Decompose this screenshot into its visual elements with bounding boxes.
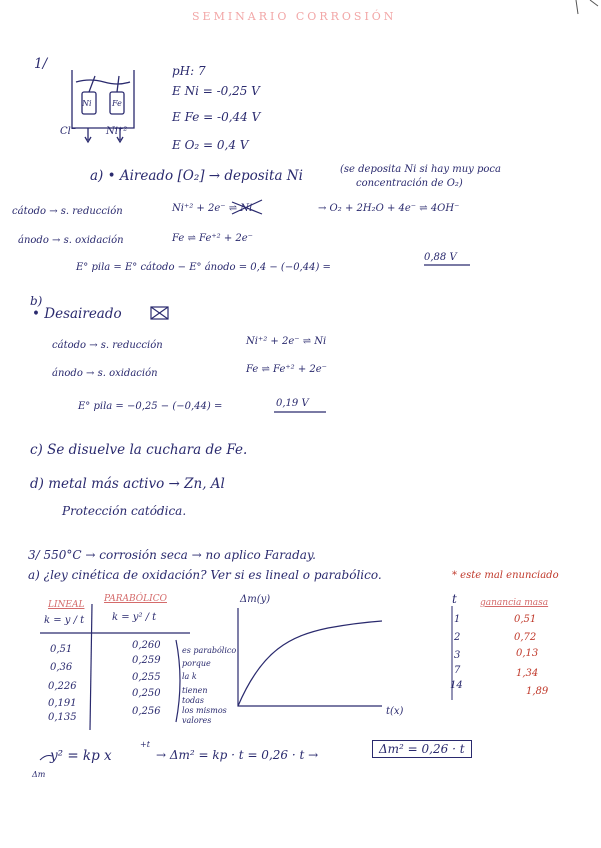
t-value: 1: [454, 614, 461, 625]
cathode-equation-b: Ni⁺² + 2e⁻ ⇌ Ni: [246, 336, 327, 347]
table-note: es parabólico: [182, 646, 237, 655]
parabolic-formula: k = y² / t: [112, 612, 157, 623]
gain-value: 0,51: [514, 614, 537, 625]
corner-mark: [576, 0, 578, 14]
graph-x-label: t(x): [386, 706, 404, 717]
part-a-note-1: (se deposita Ni si hay muy poca: [340, 164, 501, 175]
table-note: porque: [182, 659, 211, 668]
linear-value: 0,191: [48, 698, 77, 709]
cathode-label: cátodo → s. reducción: [12, 206, 123, 217]
strike-mark: [151, 307, 168, 319]
t-value: 14: [450, 680, 463, 691]
part-d-text: d) metal más activo → Zn, Al: [30, 476, 225, 492]
linear-value: 0,226: [48, 681, 77, 692]
t-value: 3: [454, 650, 461, 661]
formula-left: y² = kp x: [50, 748, 112, 764]
graph-y-label: Δm(y): [240, 594, 271, 605]
cell-potential-a-result: 0,88 V: [424, 252, 457, 263]
problem3-part-a: a) ¿ley cinética de oxidación? Ver si es lineal o parabólico.: [28, 568, 382, 582]
cathode-equation: Ni⁺² + 2e⁻ ⇌ Ni: [172, 203, 253, 214]
linear-formula: k = y / t: [44, 615, 85, 626]
anode-label-b: ánodo → s. oxidación: [52, 368, 158, 379]
table-note: los mismos: [182, 706, 227, 715]
mass-vs-time-graph: [238, 608, 382, 706]
linear-column-title: LINEAL: [48, 600, 85, 610]
formula-dm-label: Δm: [32, 770, 46, 779]
t-value: 7: [454, 665, 461, 676]
t-value: 2: [454, 632, 461, 643]
table-note: la k: [182, 672, 197, 681]
part-a-note-2: concentración de O₂): [356, 178, 463, 189]
cell-potential-a: E° pila = E° cátodo − E° ánodo = 0,4 − (−0,44) =: [76, 262, 331, 273]
gain-value: 1,89: [526, 686, 549, 697]
anode-label: ánodo → s. oxidación: [18, 235, 124, 246]
linear-value: 0,51: [50, 644, 73, 655]
final-rate-law: Δm² = 0,26 · t: [372, 740, 472, 758]
parabolic-column-title: PARABÓLICO: [104, 594, 167, 604]
part-b-label: b): [30, 294, 43, 308]
table-note: valores: [182, 716, 212, 725]
e-fe-value: E Fe = -0,44 V: [172, 110, 261, 124]
linear-value: 0,135: [48, 712, 77, 723]
bad-statement-note: * este mal enunciado: [452, 570, 559, 581]
part-c-text: c) Se disuelve la cuchara de Fe.: [30, 442, 248, 458]
parabolic-value: 0,256: [132, 706, 161, 717]
e-ni-value: E Ni = -0,25 V: [172, 84, 260, 98]
problem-number: 1/: [34, 56, 48, 72]
formula-middle: → Δm² = kp · t = 0,26 · t →: [156, 748, 319, 762]
gain-value: 1,34: [516, 668, 539, 679]
parabolic-value: 0,259: [132, 655, 161, 666]
gain-value: 0,13: [516, 648, 539, 659]
chloride-label: Cl⁻: [60, 126, 77, 137]
gain-value: 0,72: [514, 632, 537, 643]
nickel-ion-label: Ni⁺²: [106, 126, 128, 137]
linear-value: 0,36: [50, 662, 73, 673]
table-note: todas: [182, 696, 205, 705]
fe-electrode-label: Fe: [112, 99, 122, 108]
ph-value: pH: 7: [172, 64, 206, 78]
parabolic-value: 0,250: [132, 688, 161, 699]
cathode-label-b: cátodo → s. reducción: [52, 340, 163, 351]
anode-equation: Fe ⇌ Fe⁺² + 2e⁻: [172, 233, 253, 244]
anode-equation-b: Fe ⇌ Fe⁺² + 2e⁻: [246, 364, 327, 375]
page-title: SEMINARIO CORROSIÓN: [192, 10, 397, 23]
ni-electrode-label: Ni: [82, 99, 92, 108]
parabolic-value: 0,260: [132, 640, 161, 651]
oxygen-reduction-equation: → O₂ + 2H₂O + 4e⁻ ⇌ 4OH⁻: [318, 203, 460, 214]
data-table-gain-header: ganancia masa: [480, 598, 549, 608]
table-note: tienen: [182, 686, 208, 695]
problem3-header: 3/ 550°C → corrosión seca → no aplico Faraday.: [28, 548, 316, 562]
e-o2-value: E O₂ = 0,4 V: [172, 138, 249, 152]
part-b-heading: • Desaireado: [32, 306, 122, 322]
corner-mark: [590, 0, 598, 6]
cell-potential-b: E° pila = −0,25 − (−0,44) =: [78, 401, 223, 412]
parabolic-value: 0,255: [132, 672, 161, 683]
part-a-heading: a) • Aireado [O₂] → deposita Ni: [90, 168, 303, 184]
cell-potential-b-result: 0,19 V: [276, 398, 309, 409]
data-table-t-header: t: [452, 592, 457, 606]
formula-exponent: +t: [140, 740, 150, 749]
part-d-protection: Protección catódica.: [62, 504, 187, 518]
